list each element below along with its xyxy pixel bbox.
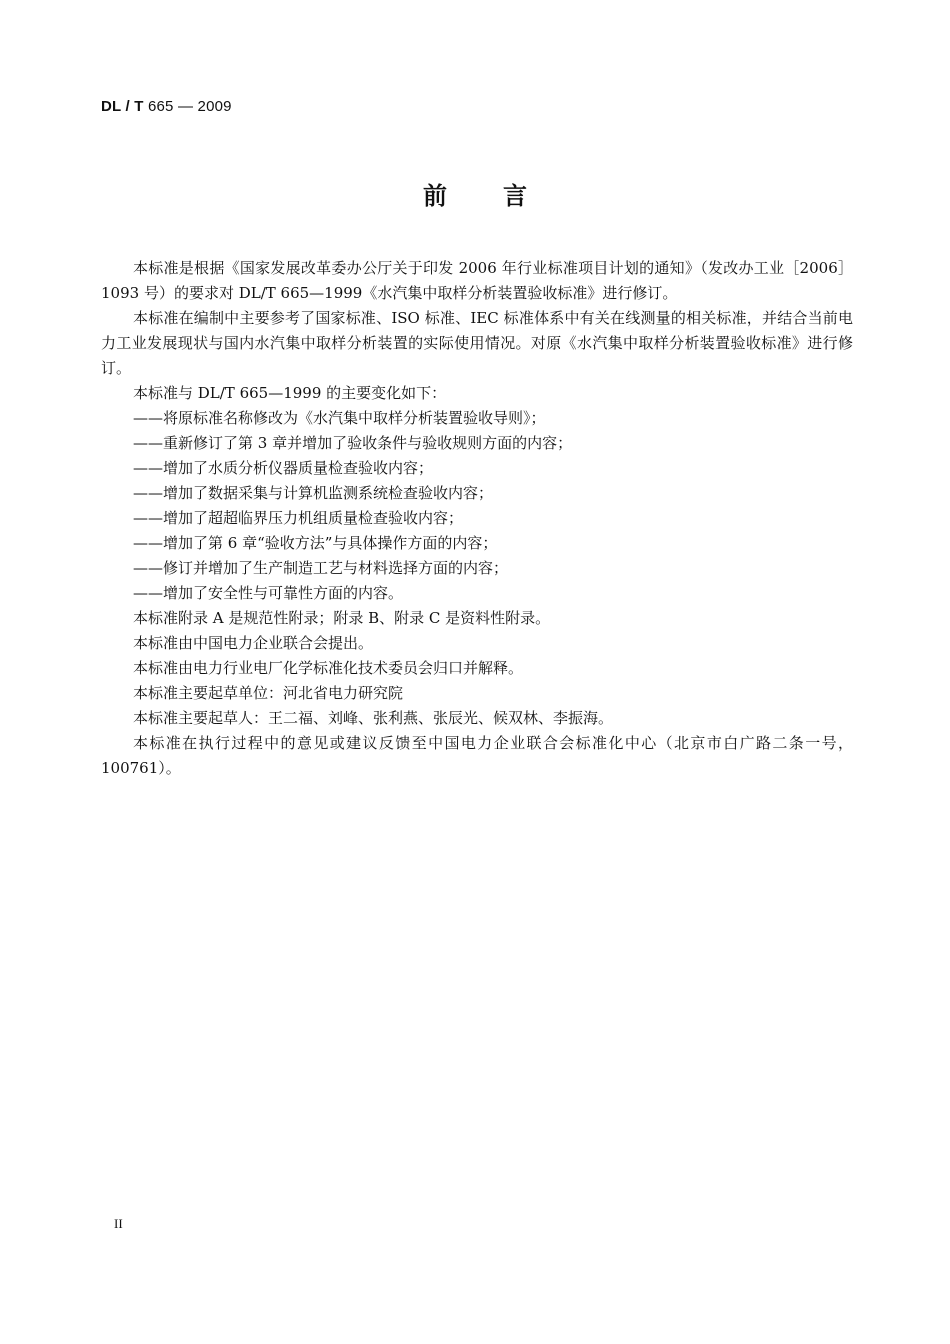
page-title: 前言	[423, 182, 583, 210]
change-item: ——增加了超超临界压力机组质量检查验收内容；	[133, 509, 464, 527]
paragraph-feedback: 本标准在执行过程中的意见或建议反馈至中国电力企业联合会标准化中心（北京市白广路二条一号，100761）。	[101, 734, 853, 777]
paragraph-proposer: 本标准由中国电力企业联合会提出。	[133, 634, 374, 652]
paragraph-basis: 本标准是根据《国家发展改革委办公厅关于印发 2006 年行业标准项目计划的通知》（发改办工业［2006］1093 号）的要求对 DL/T 665—1999《水汽集中取样分析装置验收标准》进行修订。	[101, 259, 853, 302]
change-item: ——增加了第 6 章“验收方法”与具体操作方面的内容；	[133, 534, 498, 552]
paragraph-committee: 本标准由电力行业电厂化学标准化技术委员会归口并解释。	[133, 659, 524, 677]
change-item: ——将原标准名称修改为《水汽集中取样分析装置验收导则》；	[133, 409, 546, 427]
paragraph-drafting-unit: 本标准主要起草单位：河北省电力研究院	[133, 684, 404, 702]
change-item: ——重新修订了第 3 章并增加了验收条件与验收规则方面的内容；	[133, 434, 573, 452]
standard-number: 665 — 2009	[143, 98, 232, 115]
document-code-header	[101, 98, 232, 115]
change-item: ——增加了安全性与可靠性方面的内容。	[133, 584, 404, 602]
foreword-body	[101, 256, 853, 781]
paragraph-appendix: 本标准附录 A 是规范性附录；附录 B、附录 C 是资料性附录。	[133, 609, 551, 627]
change-item: ——增加了数据采集与计算机监测系统检查验收内容；	[133, 484, 494, 502]
standard-prefix: DL / T	[101, 98, 144, 115]
change-item: ——修订并增加了生产制造工艺与材料选择方面的内容；	[133, 559, 509, 577]
paragraph-drafters: 本标准主要起草人：王二福、刘峰、张利燕、张辰光、候双林、李振海。	[133, 709, 614, 727]
paragraph-changes-intro: 本标准与 DL/T 665—1999 的主要变化如下：	[133, 384, 447, 402]
change-item: ——增加了水质分析仪器质量检查验收内容；	[133, 459, 434, 477]
page-number: II	[114, 1216, 123, 1231]
paragraph-references: 本标准在编制中主要参考了国家标准、ISO 标准、IEC 标准体系中有关在线测量的相关标准，并结合当前电力工业发展现状与国内水汽集中取样分析装置的实际使用情况。对原《水汽集中取样分析装置验收标准》进行修订。	[101, 309, 853, 377]
